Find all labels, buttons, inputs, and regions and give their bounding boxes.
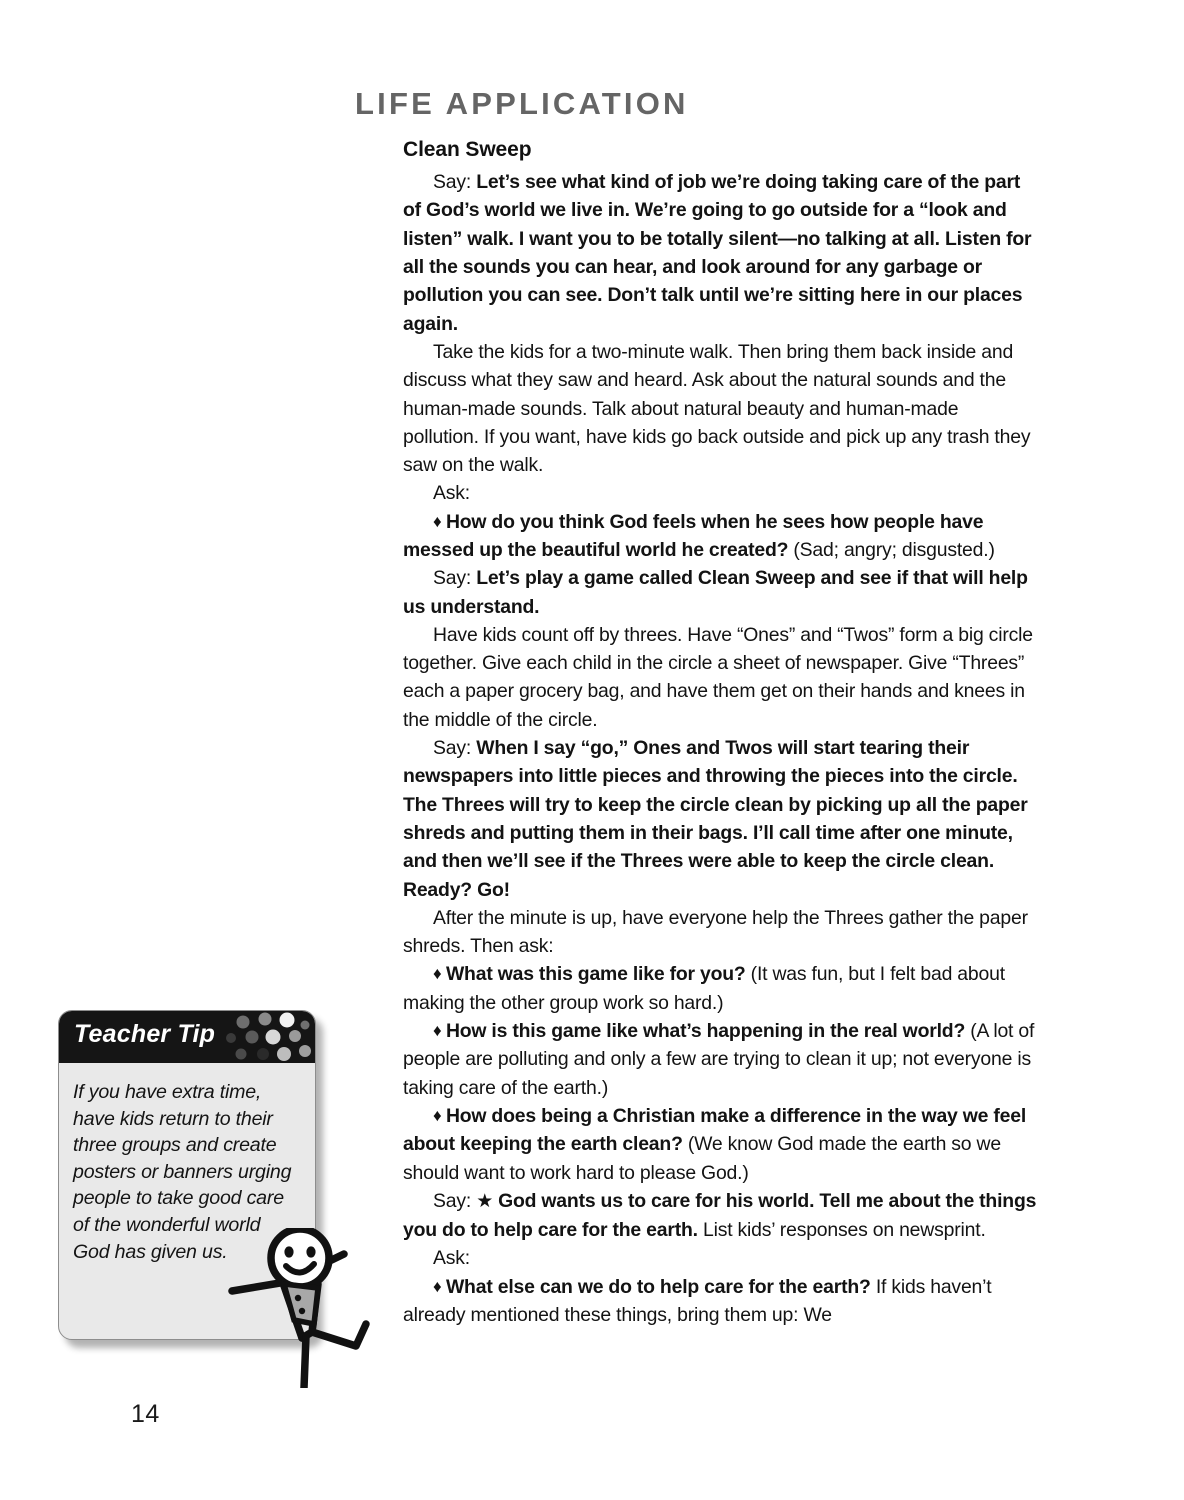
teacher-tip-box: [58, 1010, 316, 1340]
teacher-tip-header: [59, 1011, 315, 1063]
narrative-text: If kids haven’t already mentioned these things, bring them up: We: [403, 1275, 992, 1327]
say-god-wants-us-to-care: [403, 1187, 1037, 1245]
spoken-text: Let’s see what kind of job we’re doing taking care of the part of God’s world we live in. We’re going to go outside for a “look and listen” walk. I want you to be totally silent—no talking at all. Listen for all the sounds you can hear, and look around for any garbage or pollution you can see. Don’t talk until we’re sitting here in our places again.: [403, 171, 1032, 335]
narrative-text: (It was fun, but I felt bad about making the other group work so hard.): [403, 963, 1005, 1014]
star-icon: ★: [476, 1190, 499, 1212]
question-game-like-for-you: [403, 960, 1037, 1017]
question-what-else: [403, 1273, 1037, 1330]
body-column: [403, 138, 1037, 1329]
question-god-feels: [403, 508, 1037, 565]
page-number: 14: [131, 1400, 160, 1428]
teacher-tip-title: Teacher Tip: [74, 1020, 216, 1048]
teacher-tip-body: [59, 1063, 315, 1265]
spoken-text: What else can we do to help care for the earth?: [445, 1275, 871, 1298]
ask-label-1: [403, 479, 1037, 507]
ask-label-2: [403, 1244, 1037, 1272]
spoken-text: How is this game like what’s happening in the real world?: [445, 1020, 966, 1043]
spoken-text: How does being a Christian make a difference in the way we feel about keeping the earth clean?: [403, 1104, 1027, 1156]
diamond-bullet-icon: ♦: [433, 1105, 446, 1125]
section-header: LIFE APPLICATION: [355, 86, 689, 121]
paragraph-list: [403, 168, 1037, 1329]
narrative-text: (Sad; angry; disgusted.): [788, 539, 995, 561]
instruction-after-minute: [403, 904, 1037, 961]
question-real-world: [403, 1017, 1037, 1102]
diamond-bullet-icon: ♦: [433, 511, 446, 531]
spoken-text: What was this game like for you?: [445, 963, 746, 986]
speaker-cue: Say:: [433, 1189, 477, 1212]
narrative-text: After the minute is up, have everyone help the Threes gather the paper shreds. Then ask:: [403, 906, 1028, 958]
speaker-cue: Say:: [433, 567, 477, 590]
spoken-text: When I say “go,” Ones and Twos will start tearing their newspapers into little pieces and throwing the pieces into the circle. The Threes will try to keep the circle clean by picking up all the paper shreds and putting them in their bags. I’ll call time after one minute, and then we’ll see if the Threes were able to keep the circle clean. Ready? Go!: [403, 737, 1028, 901]
narrative-text: Ask:: [433, 1247, 470, 1270]
narrative-text: (We know God made the earth so we should want to work hard to please God.): [403, 1133, 1001, 1184]
narrative-text: (A lot of people are polluting and only a few are trying to clean it up; not everyone is taking care of the earth.): [403, 1020, 1035, 1099]
instruction-count-off: [403, 621, 1037, 734]
spoken-text: Let’s play a game called Clean Sweep and see if that will help us understand.: [403, 567, 1028, 618]
narrative-text: Ask:: [433, 482, 470, 505]
instruction-walk: [403, 338, 1037, 479]
speaker-cue: Say:: [433, 737, 477, 760]
narrative-text: Have kids count off by threes. Have “Ones” and “Twos” form a big circle together. Give each child in the circle a sheet of newspaper. Give “Threes” each a paper grocery bag, and have them get on their hands and knees in the middle of the circle.: [403, 623, 1033, 731]
decorative-dots-icon: [221, 1011, 313, 1063]
question-christian-difference: [403, 1102, 1037, 1187]
say-play-clean-sweep: [403, 564, 1037, 621]
diamond-bullet-icon: ♦: [433, 964, 446, 984]
activity-title: Clean Sweep: [403, 138, 532, 161]
spoken-text: God wants us to care for his world. Tell me about the things you do to help care for the earth.: [403, 1189, 1037, 1242]
spoken-text: How do you think God feels when he sees how people have messed up the beautiful world he created?: [403, 510, 984, 561]
teacher-tip-callout: [58, 1010, 316, 1340]
teacher-tip-text: If you have extra time, have kids return to their three groups and create posters or banners urging people to take good care of the wonderful world God has given us.: [73, 1081, 292, 1263]
narrative-text: List kids’ responses on newsprint.: [697, 1219, 986, 1242]
diamond-bullet-icon: ♦: [433, 1021, 446, 1041]
narrative-text: Take the kids for a two-minute walk. Then bring them back inside and discuss what they saw and heard. Ask about the natural sounds and the human-made sounds. Talk about natural beauty and human-made pollution. If you want, have kids go back outside and pick up any trash they saw on the walk.: [403, 340, 1031, 477]
speaker-cue: Say:: [433, 171, 477, 194]
say-game-rules: [403, 734, 1037, 904]
diamond-bullet-icon: ♦: [433, 1276, 446, 1296]
say-look-and-listen: [403, 168, 1037, 338]
